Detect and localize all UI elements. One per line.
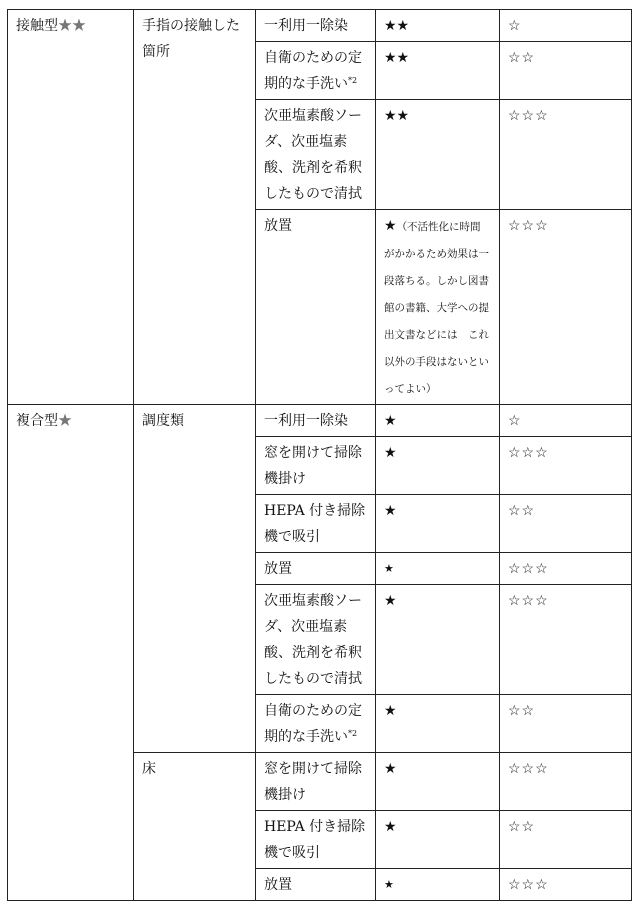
effect-note: （不活性化に時間がかかるため効果は一段落ちる。しかし図書館の書籍、大学への提出文書などには これ以外の手段はないといってよい） xyxy=(384,221,489,395)
effect-cell: ★ xyxy=(376,553,500,585)
decontamination-table xyxy=(7,9,632,901)
cost-cell: ☆☆☆ xyxy=(500,869,632,901)
cost-cell: ☆☆ xyxy=(500,42,632,100)
effect-cell: ★ xyxy=(376,753,500,811)
category-cell xyxy=(8,405,134,901)
effect-cell: ★ xyxy=(376,437,500,495)
effect-cell: ★★ xyxy=(376,42,500,100)
effect-cell: ★ xyxy=(376,695,500,753)
table-row xyxy=(8,405,632,437)
cost-cell: ☆☆☆ xyxy=(500,437,632,495)
cost-cell: ☆ xyxy=(500,10,632,42)
cost-cell: ☆☆☆ xyxy=(500,753,632,811)
effect-cell: ★★ xyxy=(376,100,500,210)
category-stars: ★ xyxy=(58,413,72,429)
method-cell xyxy=(256,695,376,753)
method-cell: 次亜塩素酸ソーダ、次亜塩素酸、洗剤を希釈したもので清拭 xyxy=(256,585,376,695)
method-cell: 放置 xyxy=(256,869,376,901)
method-cell xyxy=(256,42,376,100)
method-cell: 放置 xyxy=(256,553,376,585)
effect-stars: ★ xyxy=(384,218,397,234)
method-cell: 放置 xyxy=(256,210,376,405)
method-cell: 次亜塩素酸ソーダ、次亜塩素酸、洗剤を希釈したもので清拭 xyxy=(256,100,376,210)
footnote-mark: *2 xyxy=(348,76,358,85)
effect-cell: ★ xyxy=(376,405,500,437)
cost-cell: ☆☆ xyxy=(500,495,632,553)
method-cell: 一利用一除染 xyxy=(256,405,376,437)
category-stars: ★★ xyxy=(58,18,86,34)
effect-cell: ★ xyxy=(376,495,500,553)
method-cell: HEPA 付き掃除機で吸引 xyxy=(256,811,376,869)
cost-cell: ☆☆☆ xyxy=(500,100,632,210)
effect-cell: ★ xyxy=(376,869,500,901)
effect-cell: ★ xyxy=(376,585,500,695)
effect-cell: ★★ xyxy=(376,10,500,42)
cost-cell: ☆☆☆ xyxy=(500,553,632,585)
method-text: 自衛のための定期的な手洗い xyxy=(264,703,362,745)
method-cell: 窓を開けて掃除機掛け xyxy=(256,437,376,495)
category-label: 接触型 xyxy=(16,18,58,34)
cost-cell: ☆☆ xyxy=(500,695,632,753)
category-cell xyxy=(8,10,134,405)
cost-cell: ☆☆ xyxy=(500,811,632,869)
cost-cell: ☆ xyxy=(500,405,632,437)
category-label: 複合型 xyxy=(16,413,58,429)
method-text: 自衛のための定期的な手洗い xyxy=(264,50,362,92)
method-cell: 窓を開けて掃除機掛け xyxy=(256,753,376,811)
footnote-mark: *2 xyxy=(348,729,358,738)
cost-cell: ☆☆☆ xyxy=(500,585,632,695)
cost-cell: ☆☆☆ xyxy=(500,210,632,405)
location-cell: 床 xyxy=(134,753,256,901)
method-cell: HEPA 付き掃除機で吸引 xyxy=(256,495,376,553)
effect-cell xyxy=(376,210,500,405)
location-cell: 手指の接触した箇所 xyxy=(134,10,256,405)
table-row xyxy=(8,10,632,42)
location-cell: 調度類 xyxy=(134,405,256,753)
method-cell: 一利用一除染 xyxy=(256,10,376,42)
effect-cell: ★ xyxy=(376,811,500,869)
